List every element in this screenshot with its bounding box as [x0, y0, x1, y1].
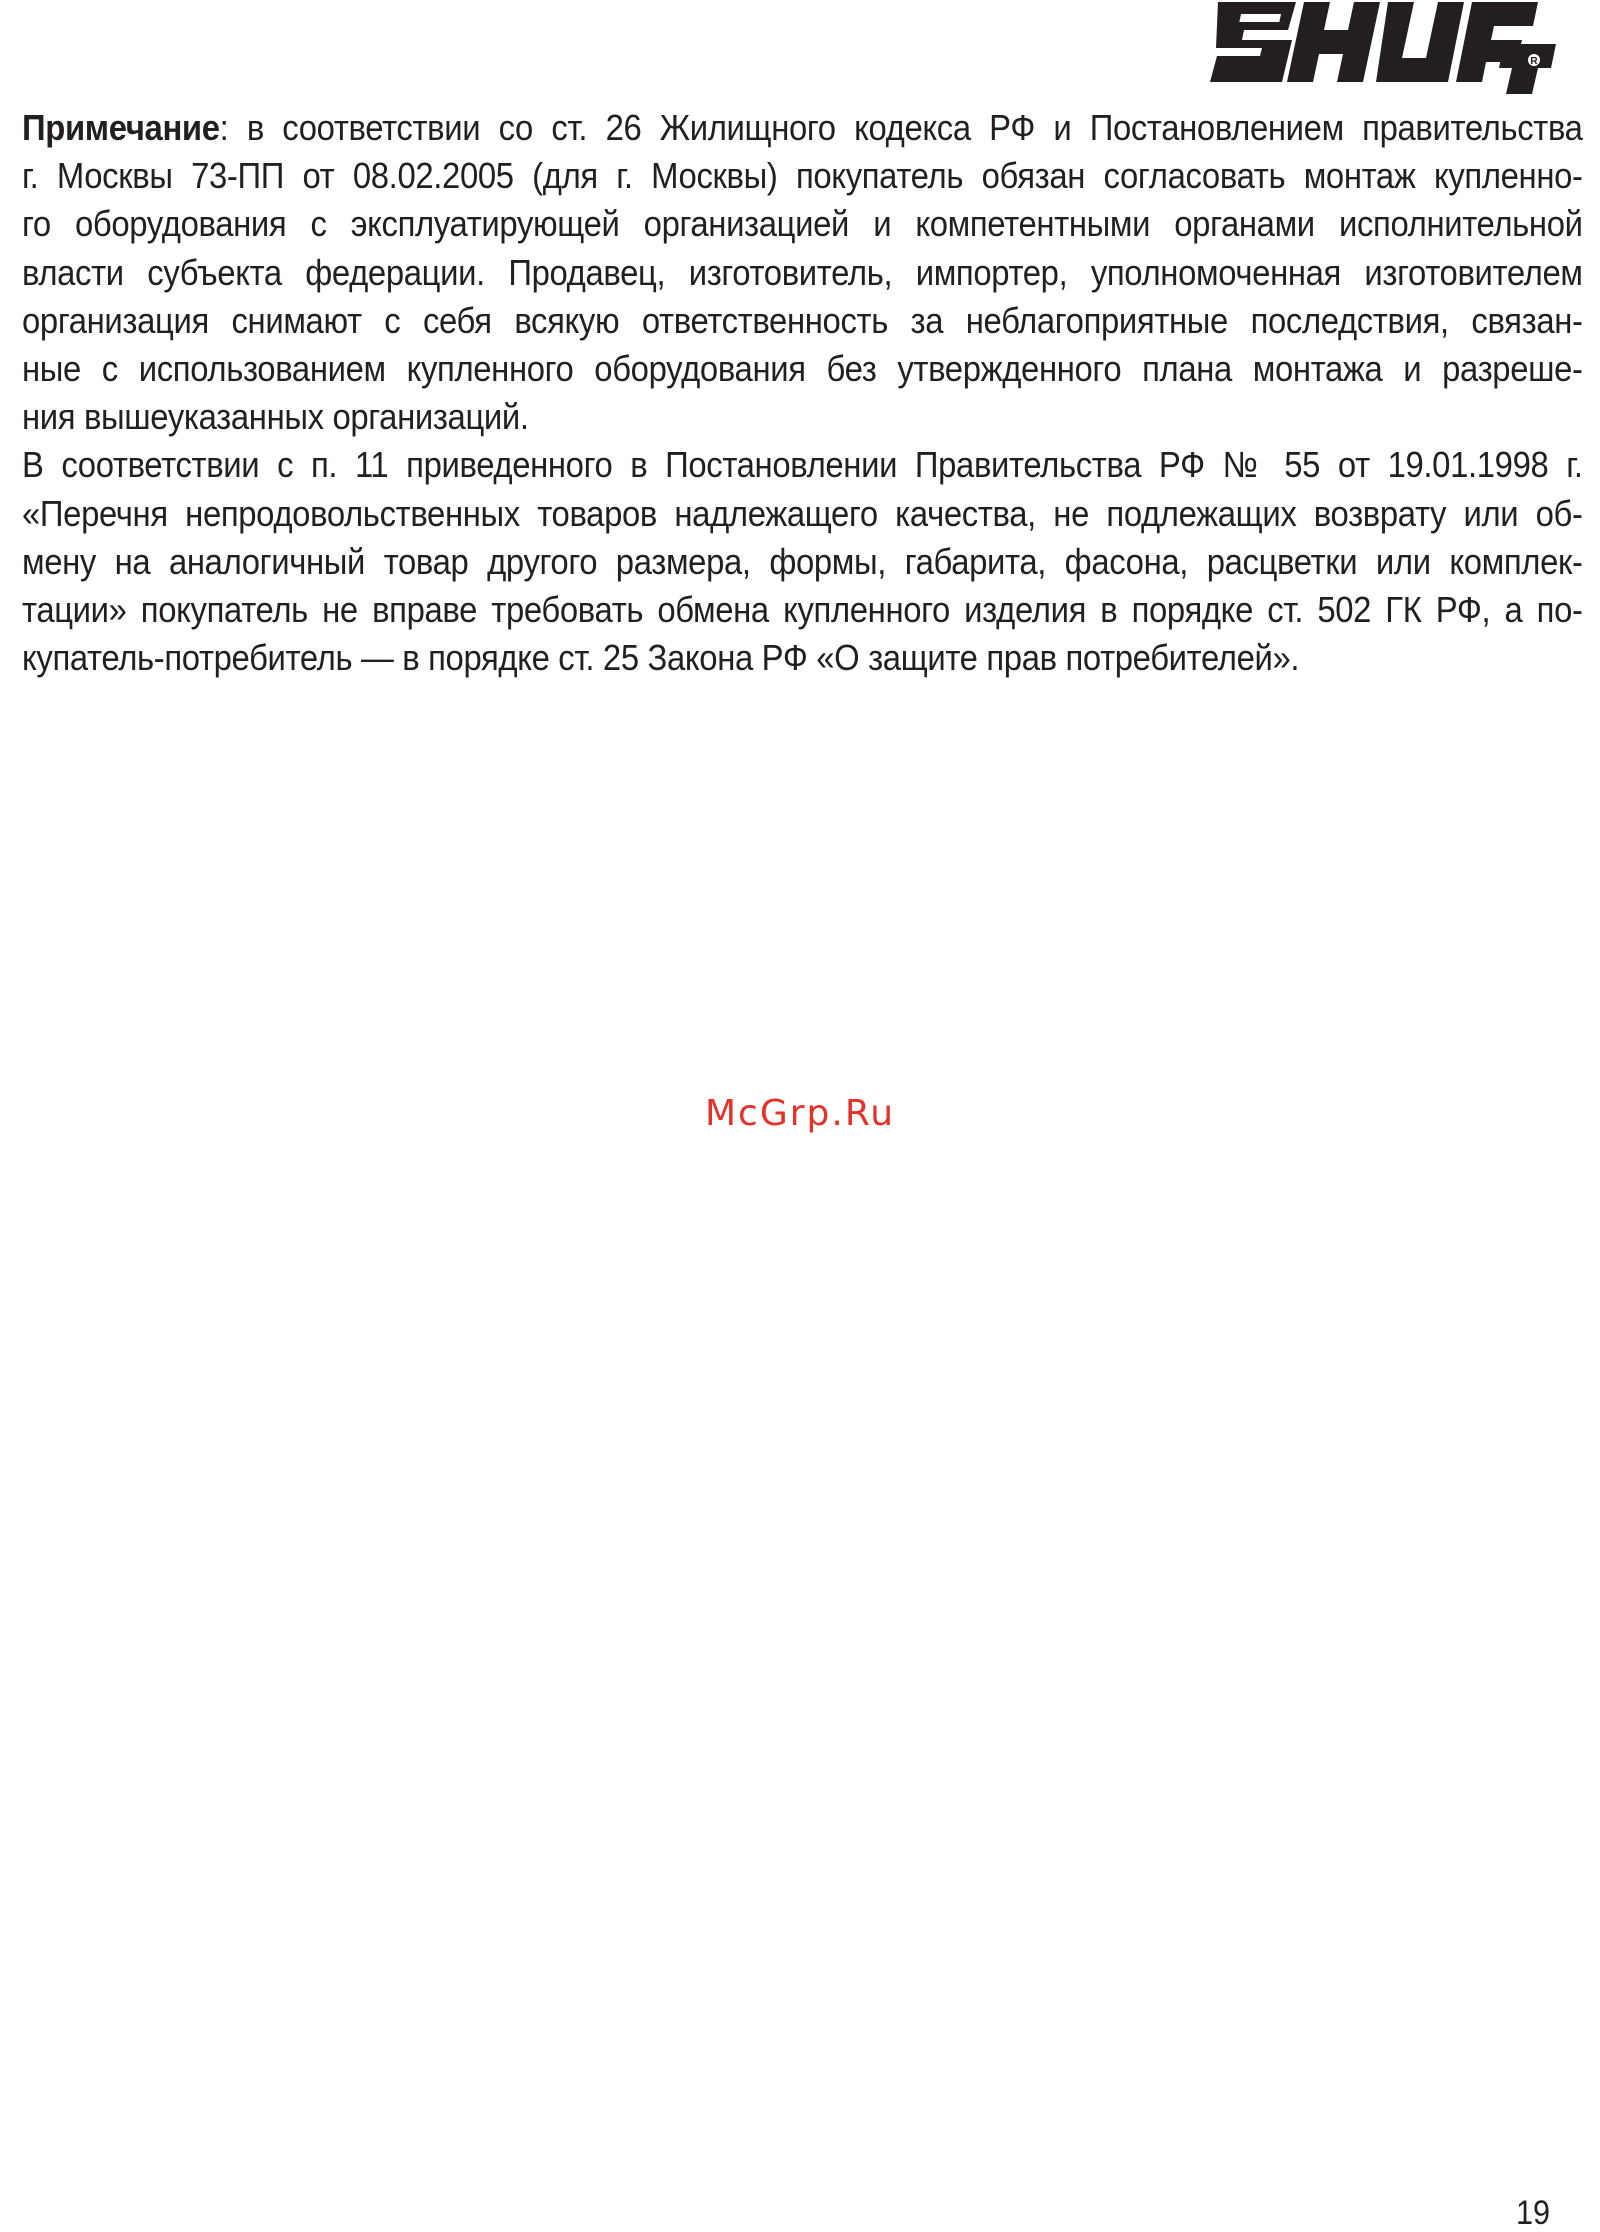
note-line-4: власти субъекта федерации. Продавец, изготовитель, импортер, уполномоченная изготовителем [22, 251, 1583, 293]
p2-line-2: «Перечня непродовольственных товаров надлежащего качества, не подлежащих возврату или об- [22, 492, 1583, 534]
p2-line-4: тации» покупатель не вправе требовать обмена купленного изделия в порядке ст. 502 ГК РФ, а по- [22, 589, 1583, 631]
note-label: Примечание [22, 107, 220, 148]
note-line-2: г. Москвы 73-ПП от 08.02.2005 (для г. Москвы) покупатель обязан согласовать монтаж купленно- [22, 155, 1583, 197]
watermark: McGrp.Ru [704, 1093, 896, 1134]
note-line-1-text: : в соответствии со ст. 26 Жилищного кодекса РФ и Постановлением правительства [219, 107, 1583, 148]
note-line-5: организация снимают с себя всякую ответственность за неблагоприятные последствия, связан- [22, 299, 1583, 341]
svg-text:R: R [1530, 56, 1538, 67]
note-line-6: ные с использованием купленного оборудования без утвержденного плана монтажа и разреше- [22, 348, 1583, 390]
note-line-3: го оборудования с эксплуатирующей организацией и компетентными органами исполнительной [22, 203, 1583, 245]
shuft-logo [1208, 0, 1558, 96]
note-line-7: ния вышеуказанных организаций. [22, 396, 529, 438]
p2-line-5: купатель-потребитель — в порядке ст. 25 Закона РФ «О защите прав потребителей». [22, 637, 1300, 679]
document-body [22, 104, 1583, 682]
page-number: 19 [1516, 2194, 1551, 2232]
consumer-rights-paragraph [22, 441, 1583, 682]
p2-line-1: В соответствии с п. 11 приведенного в Постановлении Правительства РФ № 55 от 19.01.1998 г. [22, 444, 1583, 486]
p2-line-3: мену на аналогичный товар другого размера, формы, габарита, фасона, расцветки или комплек- [22, 540, 1583, 582]
note-line-1 [22, 104, 1583, 152]
note-paragraph [22, 104, 1583, 441]
